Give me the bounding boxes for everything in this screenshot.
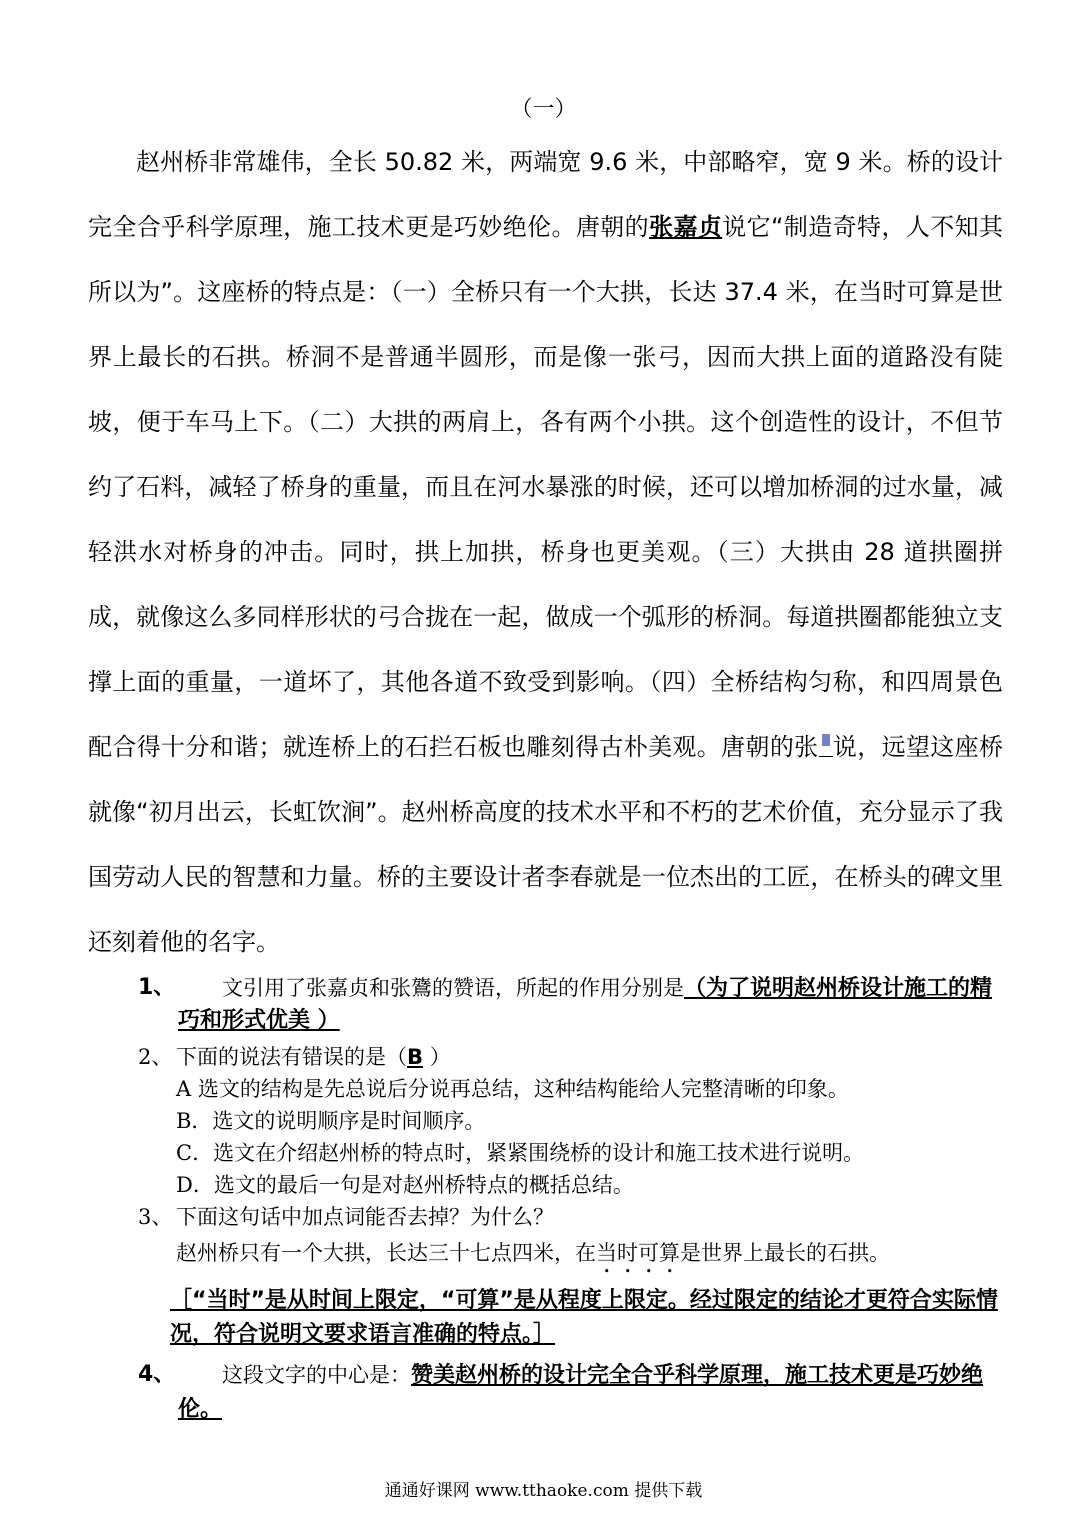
sentence-part: 是世界上最长的石拱。 <box>680 1241 890 1265</box>
option-a: A 选文的结构是先总说后分说再总结，这种结构能给人完整清晰的印象。 <box>176 1077 849 1101</box>
ruby-annotation-mark <box>819 736 833 757</box>
question-3-answer: ［“当时”是从时间上限定，“可算”是从程度上限定。经过限定的结论才更符合实际情况，符合说明文要求语言准确的特点。］ <box>170 1288 998 1347</box>
question-text: 下面的说法有错误的是（ <box>176 1045 407 1069</box>
dotted-words: 当时可算 <box>596 1241 680 1265</box>
question-number: 1、 <box>138 975 176 1000</box>
question-text: 文引用了张嘉贞和张鷟的赞语，所起的作用分别是 <box>222 976 684 1000</box>
question-answer: （为了说明赵州桥设计施工的精巧和形式优美 ） <box>178 976 993 1033</box>
section-heading: （一） <box>510 97 577 122</box>
question-3 <box>138 1201 1008 1233</box>
passage-part-3: 说，远望这座桥就像“初月出云，长虹饮涧”。赵州桥高度的技术水平和不朽的艺术价值，充分显示了我国劳动人民的智慧和力量。桥的主要设计者李春就是一位杰出的工匠，在桥头的碑文里还刻着他的名字。 <box>88 733 1004 956</box>
question-answer: B <box>407 1045 424 1069</box>
question-text: 这段文字的中心是： <box>222 1363 411 1387</box>
footer-credit: 通通好课网 www.tthaoke.com 提供下载 <box>384 1481 703 1501</box>
question-text: 下面这句话中加点词能否去掉？为什么？ <box>176 1205 554 1229</box>
question-answer: 赞美赵州桥的设计完全合乎科学原理，施工技术更是巧妙绝伦。 <box>178 1363 984 1422</box>
question-number: 4、 <box>138 1362 176 1387</box>
sentence-part: 赵州桥只有一个大拱，长达三十七点四米，在 <box>176 1241 596 1265</box>
passage-part-2: 说它“制造奇特，人不知其所以为”。这座桥的特点是：（一）全桥只有一个大拱，长达 37.4 米，在当时可算是世界上最长的石拱。桥洞不是普通半圆形，而是像一张弓，因而大拱上面的道路没有陡坡，便于车马上下。（二）大拱的两肩上，各有两个小拱。这个创造性的设计，不但节约了石料，减轻了桥身的重量，而且在河水暴涨的时候，还可以增加桥洞的过水量，减轻洪水对桥身的冲击。同时，拱上加拱，桥身也更美观。（三）大拱由 28 道拱圈拼成，就像这么多同样形状的弓合拢在一起，做成一个弧形的桥洞。每道拱圈都能独立支撑上面的重量，一道坏了，其他各道不致受到影响。（四）全桥结构匀称，和四周景色配合得十分和谐；就连桥上的石拦石板也雕刻得古朴美观。唐朝的张 <box>88 213 1004 761</box>
question-3-sentence <box>138 1233 1008 1278</box>
passage-name-zhang-jiazhen: 张嘉贞 <box>649 213 723 241</box>
questions-section <box>138 972 1008 1427</box>
question-number: 2、 <box>138 1045 173 1069</box>
question-number: 3、 <box>138 1205 173 1229</box>
passage-text <box>88 130 1003 975</box>
question-4 <box>138 1358 1008 1427</box>
passage-part-1: 赵州桥非常雄伟，全长 50.82 米，两端宽 9.6 米，中部略窄，宽 9 米。桥的设计完全合乎科学原理，施工技术更是巧妙绝伦。唐朝的 <box>88 148 1003 241</box>
question-1 <box>138 972 1008 1037</box>
question-2 <box>138 1041 1008 1073</box>
option-b: B．选文的说明顺序是时间顺序。 <box>176 1109 486 1133</box>
question-text-end: ） <box>423 1045 451 1069</box>
option-c: C．选文在介绍赵州桥的特点时，紧紧围绕桥的设计和施工技术进行说明。 <box>176 1141 865 1165</box>
option-d: D．选文的最后一句是对赵州桥特点的概括总结。 <box>176 1173 634 1197</box>
